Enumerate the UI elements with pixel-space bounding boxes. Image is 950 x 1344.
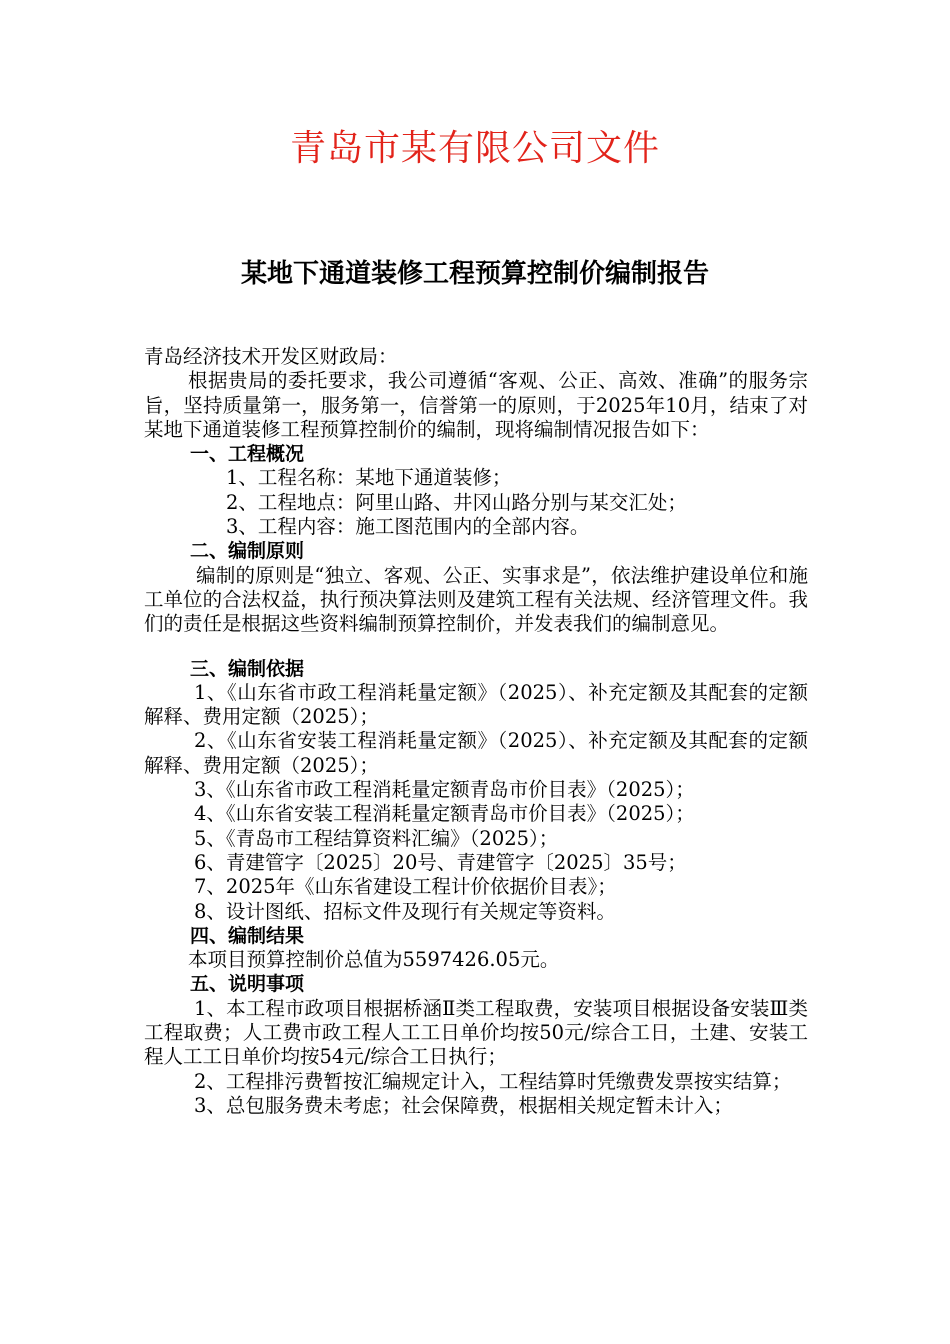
document-body — [144, 345, 808, 1118]
list-item: 6、青建管字〔2025〕20号、青建管字〔2025〕35号； — [194, 850, 687, 874]
addressee: 青岛经济技术开发区财政局： — [144, 345, 398, 368]
list-item: 5、《青岛市工程结算资料汇编》（2025）； — [194, 826, 559, 850]
report-title: 某地下通道装修工程预算控制价编制报告 — [240, 259, 709, 289]
principles-paragraph: 编制的原则是“独立、客观、公正、实事求是”，依法维护建设单位和施工单位的合法权益，执行预决算法则及建筑工程有关法规、经济管理文件。我们的责任是根据这些资料编制预算控制价，并发表我们的编制意见。 — [144, 563, 808, 636]
list-item: 4、《山东省安装工程消耗量定额青岛市价目表》（2025）； — [194, 802, 695, 826]
list-item: 2、工程地点：阿里山路、井冈山路分别与某交汇处； — [226, 490, 687, 514]
list-item: 1、工程名称：某地下通道装修； — [226, 466, 512, 490]
list-item: 2、工程排污费暂按汇编规定计入，工程结算时凭缴费发票按实结算； — [194, 1069, 792, 1093]
section-heading-notes: 五、说明事项 — [190, 973, 305, 996]
spacer — [144, 637, 808, 657]
list-item: 1、本工程市政项目根据桥涵Ⅱ类工程取费，安装项目根据设备安装Ⅲ类工程取费；人工费市政工程人工工日单价均按50元/综合工日，土建、安装工程人工工日单价均按54元/综合工日执行； — [144, 996, 808, 1069]
section-heading-overview: 一、工程概况 — [190, 443, 305, 466]
section-heading-principles: 二、编制原则 — [190, 540, 305, 563]
list-item: 3、总包服务费未考虑；社会保障费，根据相关规定暂未计入； — [194, 1093, 733, 1117]
list-item: 2、《山东省安装工程消耗量定额》（2025）、补充定额及其配套的定额解释、费用定额（2025）； — [144, 729, 808, 777]
result-text: 本项目预算控制价总值为5597426.05元。 — [188, 948, 560, 972]
company-header: 青岛市某有限公司文件 — [289, 128, 660, 169]
section-heading-result: 四、编制结果 — [190, 924, 305, 947]
section-heading-basis: 三、编制依据 — [190, 657, 305, 680]
list-item: 8、设计图纸、招标文件及现行有关规定等资料。 — [194, 899, 616, 923]
intro-paragraph: 根据贵局的委托要求，我公司遵循“客观、公正、高效、准确”的服务宗旨，坚持质量第一，服务第一，信誉第一的原则，于2025年10月，结束了对某地下通道装修工程预算控制价的编制，现将编制情况报告如下： — [144, 369, 808, 441]
list-item: 3、工程内容：施工图范围内的全部内容。 — [226, 515, 590, 539]
list-item: 1、《山东省市政工程消耗量定额》（2025）、补充定额及其配套的定额解释、费用定额（2025）； — [144, 680, 808, 729]
list-item: 3、《山东省市政工程消耗量定额青岛市价目表》（2025）； — [194, 778, 695, 802]
list-item: 7、2025年《山东省建设工程计价依据价目表》； — [194, 875, 617, 899]
